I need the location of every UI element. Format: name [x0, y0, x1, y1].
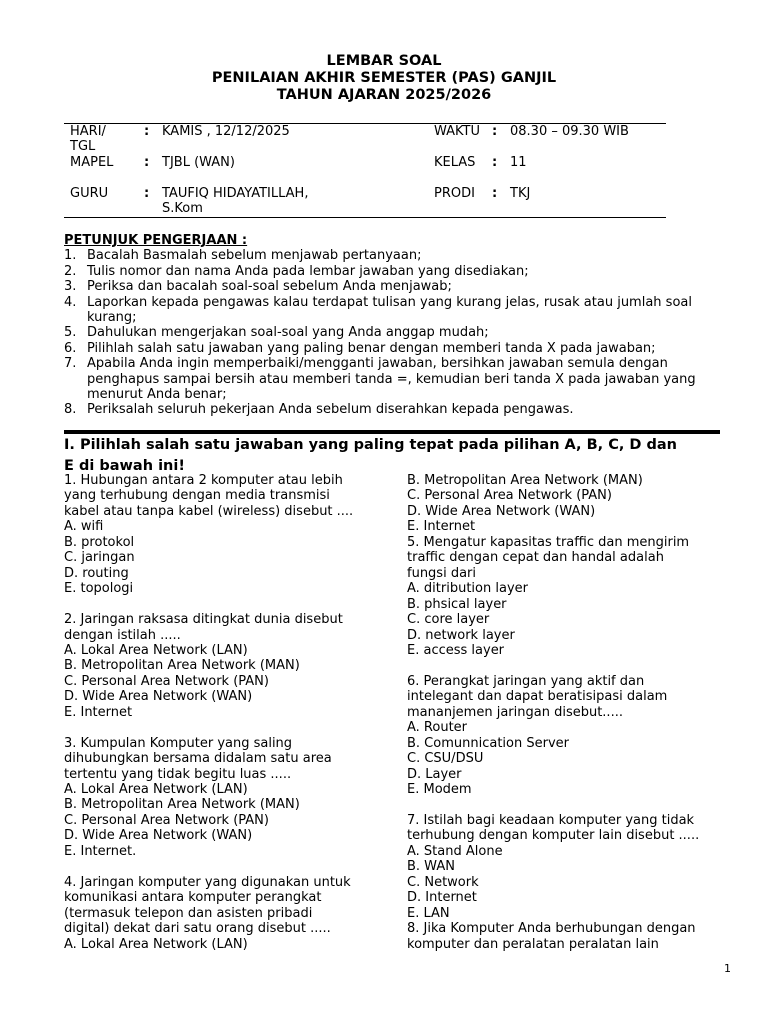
instruction-item — [64, 264, 724, 279]
exam-info-table — [64, 123, 666, 218]
question-line: digital) dekat dari satu orang disebut ..... — [64, 921, 331, 937]
question-line: D. Wide Area Network (WAN) — [64, 828, 253, 844]
questions-right-column — [407, 473, 737, 952]
page-number: 1 — [724, 962, 731, 975]
question-line: E. Internet. — [64, 843, 137, 859]
question-line: E. Modem — [407, 782, 472, 798]
question-line — [64, 720, 394, 735]
question-line: D. network layer — [407, 627, 515, 643]
question-line: 7. Istilah bagi keadaan komputer yang tidak — [407, 812, 695, 828]
question-line: B. Metropolitan Area Network (MAN) — [64, 797, 300, 813]
question-line: B. WAN — [407, 859, 455, 875]
question-line: A. Router — [407, 720, 468, 736]
question-line: yang terhubung dengan media transmisi — [64, 488, 330, 504]
question-line: dengan istilah ..... — [64, 627, 181, 643]
section-title — [64, 435, 724, 477]
instruction-text: Dahulukan mengerjakan soal-soal yang Anda anggap mudah; — [87, 325, 489, 341]
question-line: E. Internet — [64, 704, 133, 720]
question-line: D. Wide Area Network (WAN) — [64, 689, 253, 705]
question-line: D. Layer — [407, 766, 462, 782]
question-line: C. Personal Area Network (PAN) — [407, 488, 612, 504]
instruction-item — [64, 341, 724, 356]
instruction-number: 1. — [64, 248, 77, 264]
info-value: 08.30 – 09.30 WIB — [510, 124, 629, 139]
info-colon: : — [144, 124, 150, 139]
instruction-number: 6. — [64, 340, 77, 356]
question-line: C. jaringan — [64, 550, 135, 566]
question-line: fungsi dari — [407, 565, 476, 581]
instruction-item — [64, 325, 724, 340]
info-value: KAMIS , 12/12/2025 — [162, 124, 290, 139]
info-colon: : — [492, 155, 498, 170]
question-line: A. wifi — [64, 519, 104, 535]
question-line: kabel atau tanpa kabel (wireless) disebut .... — [64, 503, 354, 519]
instruction-number: 3. — [64, 279, 77, 295]
info-value: TAUFIQ HIDAYATILLAH, S.Kom — [162, 186, 309, 216]
question-line: 8. Jika Komputer Anda berhubungan dengan — [407, 921, 696, 937]
info-colon: : — [492, 186, 498, 201]
info-colon: : — [144, 155, 150, 170]
question-line — [64, 859, 394, 874]
instruction-text: Periksalah seluruh pekerjaan Anda sebelum diserahkan kepada pengawas. — [87, 402, 574, 418]
question-line: D. routing — [64, 565, 129, 581]
question-line — [407, 798, 737, 813]
question-line: B. protokol — [64, 534, 135, 550]
instruction-number: 7. — [64, 356, 77, 372]
header-title: LEMBAR SOAL — [326, 53, 442, 69]
instruction-item — [64, 356, 724, 402]
question-line: C. Personal Area Network (PAN) — [64, 673, 269, 689]
instruction-text: Bacalah Basmalah sebelum menjawab pertanyaan; — [87, 248, 422, 264]
question-line: A. Stand Alone — [407, 843, 503, 859]
instruction-number: 2. — [64, 263, 77, 279]
instructions-list — [64, 248, 724, 417]
instruction-text: Pilihlah salah satu jawaban yang paling benar dengan memberi tanda X pada jawaban; — [87, 340, 656, 356]
info-value: TJBL (WAN) — [162, 155, 235, 170]
question-line: terhubung dengan komputer lain disebut ..... — [407, 828, 700, 844]
question-line: C. Network — [407, 874, 479, 890]
info-row — [64, 186, 666, 217]
info-row — [64, 124, 666, 155]
info-colon: : — [492, 124, 498, 139]
question-line: intelegant dan dapat beratisipasi dalam — [407, 689, 668, 705]
question-line: A. Lokal Area Network (LAN) — [64, 642, 248, 658]
instruction-number: 4. — [64, 294, 77, 310]
question-line: B. Metropolitan Area Network (MAN) — [407, 473, 643, 488]
question-line: E. LAN — [407, 905, 450, 921]
instruction-item — [64, 279, 724, 294]
question-line: D. Wide Area Network (WAN) — [407, 503, 596, 519]
question-line: C. Personal Area Network (PAN) — [64, 812, 269, 828]
question-line — [64, 597, 394, 612]
question-line: 4. Jaringan komputer yang digunakan untuk — [64, 874, 351, 890]
instruction-text: Tulis nomor dan nama Anda pada lembar jawaban yang disediakan; — [87, 263, 529, 279]
info-label: WAKTU — [434, 124, 481, 139]
questions-left-column — [64, 473, 394, 952]
question-line: A. Lokal Area Network (LAN) — [64, 936, 248, 952]
info-colon: : — [144, 186, 150, 201]
section-title-line: E di bawah ini! — [64, 458, 185, 474]
question-line: (termasuk telepon dan asisten pribadi — [64, 905, 313, 921]
question-line: E. topologi — [64, 581, 134, 597]
header-exam-name: PENILAIAN AKHIR SEMESTER (PAS) GANJIL — [211, 70, 557, 86]
question-line: traffic dengan cepat dan handal adalah — [407, 550, 664, 566]
question-line: D. Internet — [407, 890, 477, 906]
info-value: TKJ — [510, 186, 531, 201]
question-line — [407, 658, 737, 673]
question-line: tertentu yang tidak begitu luas ..... — [64, 766, 292, 782]
question-line: 2. Jaringan raksasa ditingkat dunia disebut — [64, 612, 343, 628]
info-label: GURU — [70, 186, 109, 201]
question-line: komputer dan peralatan peralatan lain — [407, 936, 659, 952]
info-label: HARI/ TGL — [70, 124, 106, 154]
question-line: C. core layer — [407, 612, 490, 628]
instruction-text: Apabila Anda ingin memperbaiki/mengganti jawaban, bersihkan jawaban semula dengan penghapus sampai bersih atau memberi tanda =, kemudian beri tanda X pada jawaban yang menurut Anda benar; — [87, 356, 696, 403]
instruction-item — [64, 402, 724, 417]
question-line: B. Comunnication Server — [407, 735, 569, 751]
question-line: 5. Mengatur kapasitas traffic dan mengirim — [407, 534, 690, 550]
instruction-text: Periksa dan bacalah soal-soal sebelum Anda menjawab; — [87, 279, 452, 295]
question-line: dihubungkan bersama didalam satu area — [64, 751, 332, 767]
info-label: PRODI — [434, 186, 475, 201]
question-line: C. CSU/DSU — [407, 751, 484, 767]
question-line: 3. Kumpulan Komputer yang saling — [64, 735, 293, 751]
question-line: 1. Hubungan antara 2 komputer atau lebih — [64, 473, 343, 488]
question-line: B. Metropolitan Area Network (MAN) — [64, 658, 300, 674]
document-header — [0, 53, 768, 104]
info-row — [64, 155, 666, 186]
section-divider — [64, 430, 720, 434]
instruction-item — [64, 248, 724, 263]
question-line: E. Internet — [407, 519, 476, 535]
instruction-item — [64, 295, 724, 326]
info-label: MAPEL — [70, 155, 114, 170]
question-line: A. Lokal Area Network (LAN) — [64, 782, 248, 798]
instruction-text: Laporkan kepada pengawas kalau terdapat tulisan yang kurang jelas, rusak atau jumlah soal kurang; — [87, 294, 692, 326]
header-school-year: TAHUN AJARAN 2025/2026 — [276, 87, 492, 103]
question-line: A. ditribution layer — [407, 581, 528, 597]
question-line: B. phsical layer — [407, 596, 507, 612]
instruction-number: 8. — [64, 402, 77, 418]
section-title-line: I. Pilihlah salah satu jawaban yang paling tepat pada pilihan A, B, C, D dan — [64, 437, 677, 453]
instruction-number: 5. — [64, 325, 77, 341]
instructions — [64, 233, 724, 418]
question-line: mananjemen jaringan disebut..... — [407, 704, 623, 720]
instructions-title: PETUNJUK PENGERJAAN : — [64, 233, 248, 248]
question-line: 6. Perangkat jaringan yang aktif dan — [407, 673, 645, 689]
info-label: KELAS — [434, 155, 476, 170]
question-line: E. access layer — [407, 642, 505, 658]
info-value: 11 — [510, 155, 527, 170]
question-line: komunikasi antara komputer perangkat — [64, 890, 322, 906]
